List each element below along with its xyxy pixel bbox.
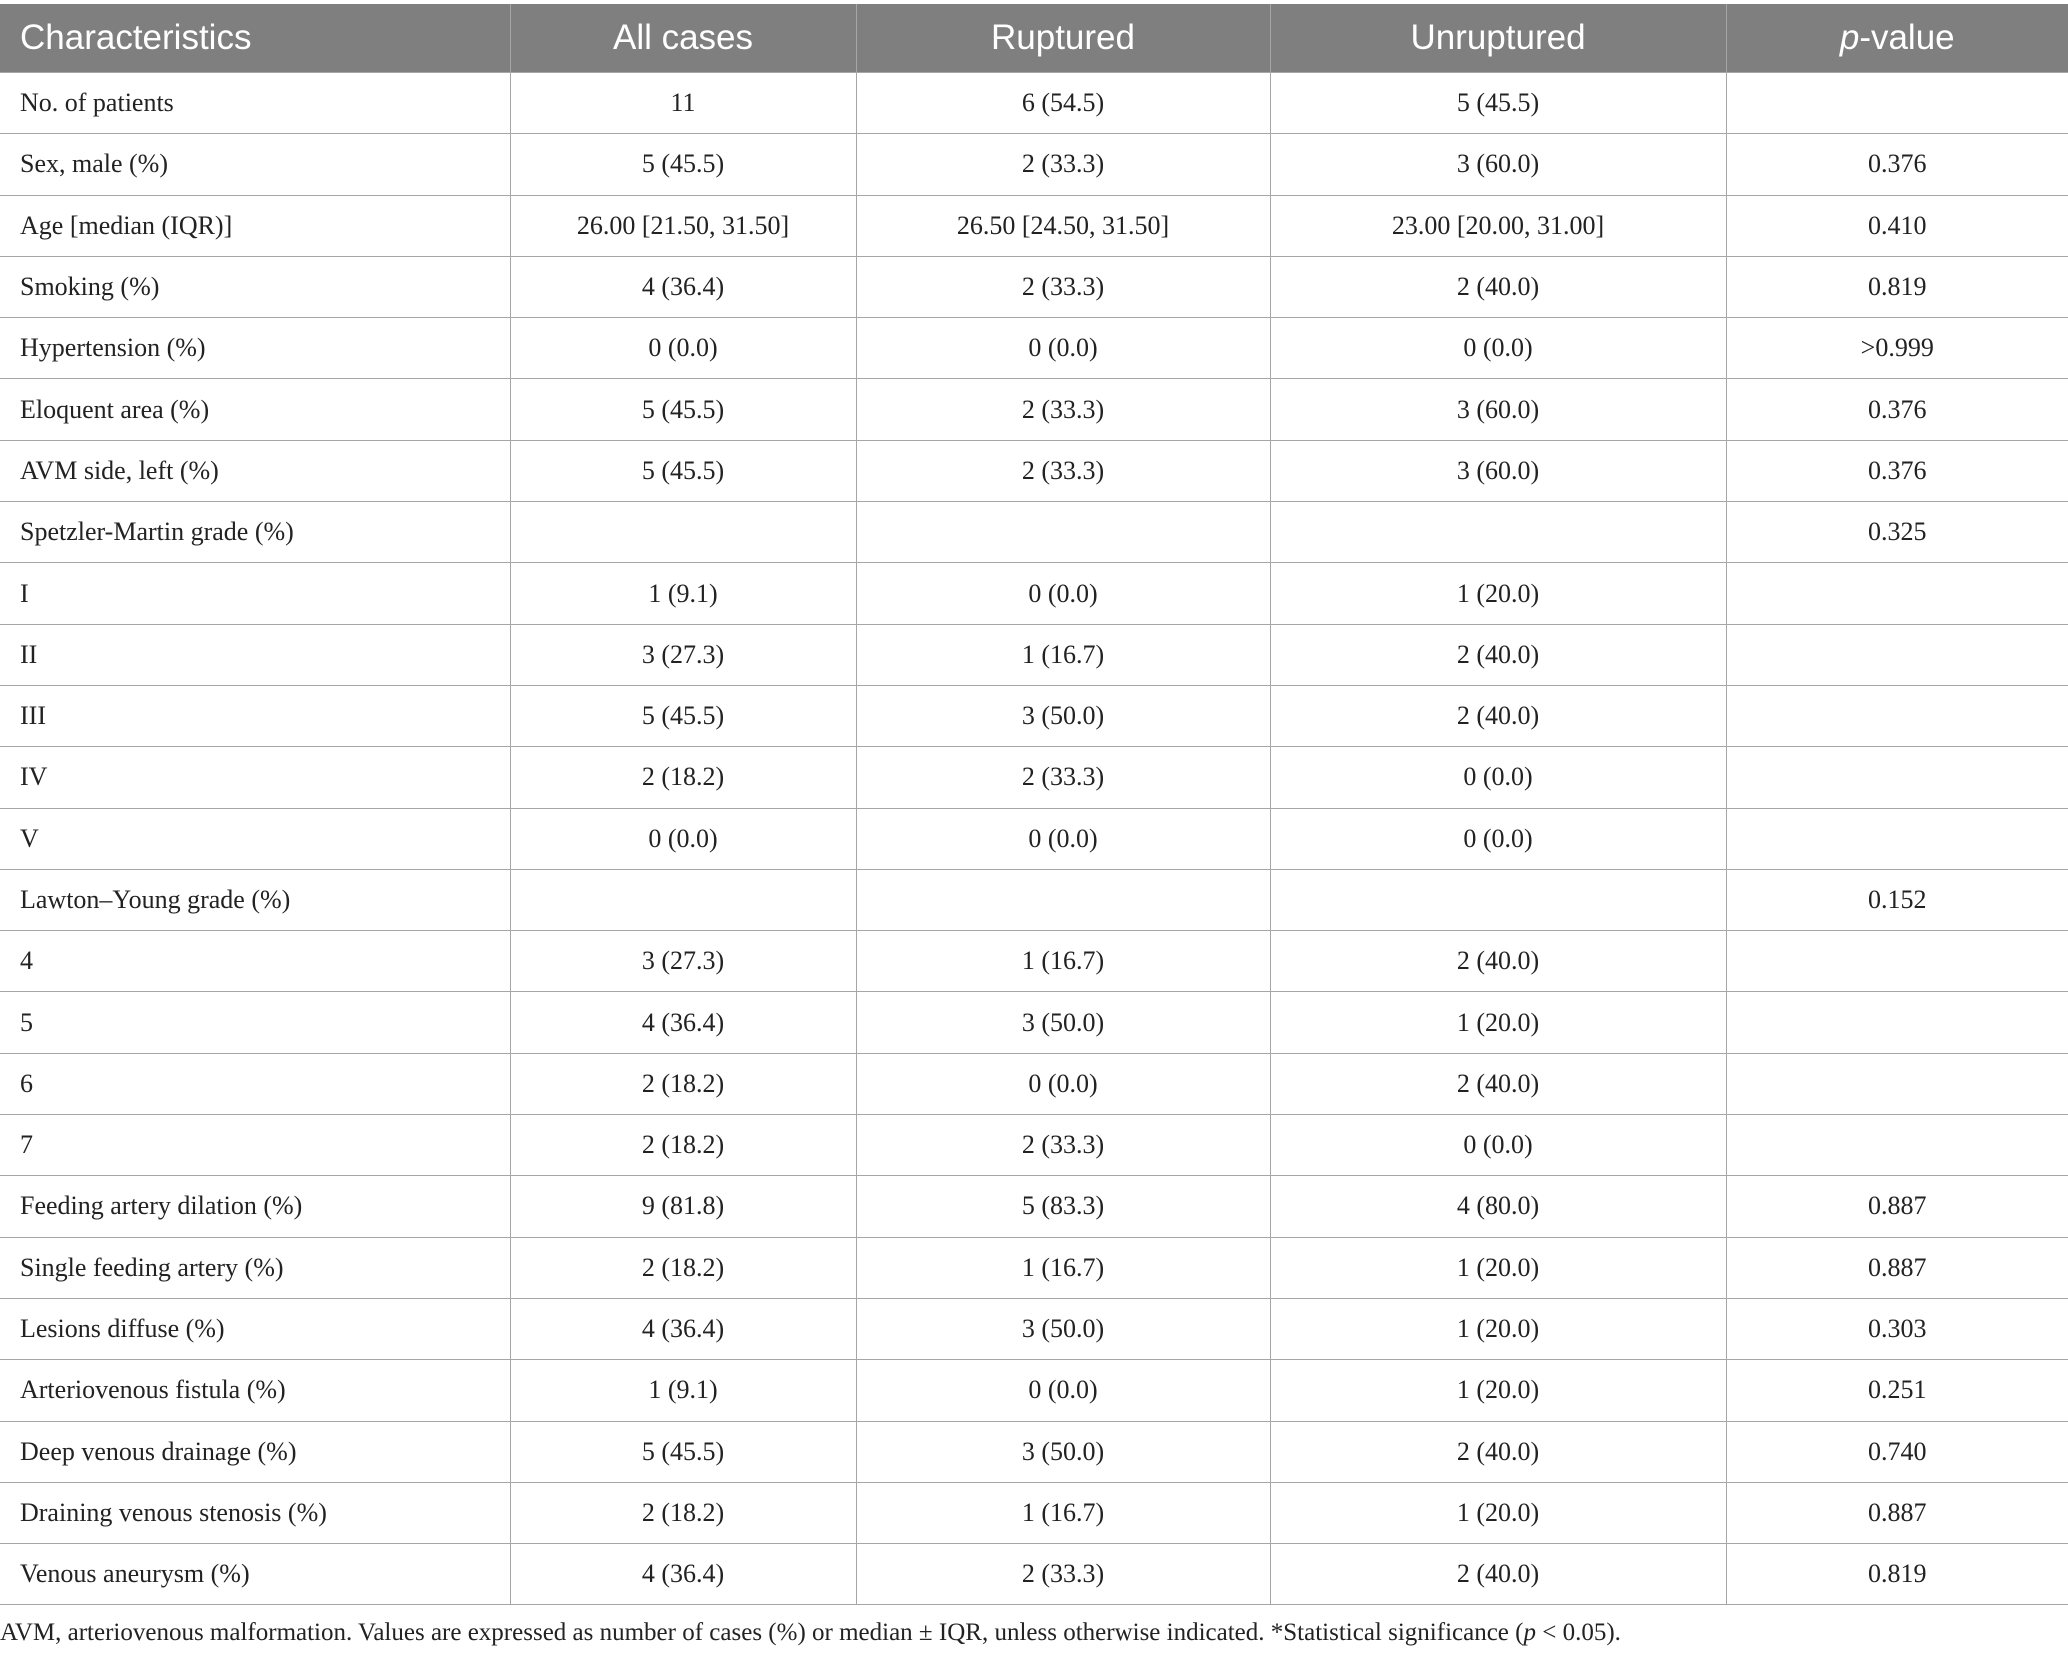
cell-ruptured: 3 (50.0) [856, 1298, 1270, 1359]
cell-p-value [1726, 747, 2068, 808]
cell-unruptured: 2 (40.0) [1270, 1544, 1726, 1605]
table-header [0, 4, 2068, 73]
table-body [0, 73, 2068, 1605]
cell-p-value [1726, 1115, 2068, 1176]
cell-all-cases: 5 (45.5) [510, 685, 856, 746]
cell-ruptured: 26.50 [24.50, 31.50] [856, 195, 1270, 256]
cell-all-cases: 5 (45.5) [510, 134, 856, 195]
cell-ruptured: 3 (50.0) [856, 992, 1270, 1053]
header-p-suffix: -value [1859, 18, 1955, 57]
cell-ruptured: 2 (33.3) [856, 134, 1270, 195]
cell-characteristic: 5 [0, 992, 510, 1053]
cell-all-cases: 3 (27.3) [510, 624, 856, 685]
header-all-cases: All cases [510, 4, 856, 73]
cell-ruptured: 2 (33.3) [856, 440, 1270, 501]
table-row [0, 808, 2068, 869]
cell-unruptured [1270, 869, 1726, 930]
cell-all-cases: 2 (18.2) [510, 1482, 856, 1543]
cell-p-value: 0.740 [1726, 1421, 2068, 1482]
cell-unruptured: 2 (40.0) [1270, 685, 1726, 746]
cell-characteristic: Spetzler-Martin grade (%) [0, 502, 510, 563]
cell-all-cases: 4 (36.4) [510, 992, 856, 1053]
cell-p-value [1726, 992, 2068, 1053]
table-row [0, 1360, 2068, 1421]
table-row [0, 134, 2068, 195]
cell-all-cases: 4 (36.4) [510, 1544, 856, 1605]
table-row [0, 440, 2068, 501]
cell-characteristic: III [0, 685, 510, 746]
cell-p-value [1726, 808, 2068, 869]
cell-ruptured: 2 (33.3) [856, 747, 1270, 808]
cell-unruptured [1270, 502, 1726, 563]
cell-all-cases [510, 502, 856, 563]
cell-p-value [1726, 73, 2068, 134]
footnote-text: AVM, arteriovenous malformation. Values are expressed as number of cases (%) or median ± IQR, unless otherwise indicated. *Statistical significance ( [0, 1619, 1524, 1646]
cell-characteristic: Eloquent area (%) [0, 379, 510, 440]
table-row [0, 992, 2068, 1053]
cell-all-cases: 0 (0.0) [510, 318, 856, 379]
cell-characteristic: No. of patients [0, 73, 510, 134]
cell-characteristic: Lawton–Young grade (%) [0, 869, 510, 930]
cell-p-value [1726, 1053, 2068, 1114]
cell-all-cases: 5 (45.5) [510, 379, 856, 440]
cell-characteristic: 6 [0, 1053, 510, 1114]
cell-characteristic: Arteriovenous fistula (%) [0, 1360, 510, 1421]
cell-all-cases: 1 (9.1) [510, 563, 856, 624]
table-row [0, 318, 2068, 379]
table-row [0, 931, 2068, 992]
header-row [0, 4, 2068, 73]
cell-p-value: 0.251 [1726, 1360, 2068, 1421]
cell-characteristic: 4 [0, 931, 510, 992]
cell-p-value [1726, 931, 2068, 992]
cell-characteristic: 7 [0, 1115, 510, 1176]
cell-unruptured: 2 (40.0) [1270, 1421, 1726, 1482]
table-row [0, 624, 2068, 685]
cell-characteristic: AVM side, left (%) [0, 440, 510, 501]
cell-characteristic: Sex, male (%) [0, 134, 510, 195]
cell-all-cases: 0 (0.0) [510, 808, 856, 869]
cell-ruptured: 6 (54.5) [856, 73, 1270, 134]
cell-all-cases: 4 (36.4) [510, 1298, 856, 1359]
cell-p-value: 0.819 [1726, 1544, 2068, 1605]
cell-unruptured: 23.00 [20.00, 31.00] [1270, 195, 1726, 256]
header-p-letter: p [1839, 18, 1860, 57]
cell-unruptured: 2 (40.0) [1270, 624, 1726, 685]
cell-all-cases: 2 (18.2) [510, 1237, 856, 1298]
cell-characteristic: Hypertension (%) [0, 318, 510, 379]
cell-all-cases: 2 (18.2) [510, 747, 856, 808]
header-p-value [1726, 4, 2068, 73]
cell-unruptured: 2 (40.0) [1270, 256, 1726, 317]
table-row [0, 1482, 2068, 1543]
cell-p-value: 0.325 [1726, 502, 2068, 563]
cell-unruptured: 0 (0.0) [1270, 1115, 1726, 1176]
cell-characteristic: V [0, 808, 510, 869]
cell-ruptured [856, 502, 1270, 563]
cell-unruptured: 4 (80.0) [1270, 1176, 1726, 1237]
cell-all-cases [510, 869, 856, 930]
table-row [0, 73, 2068, 134]
cell-ruptured: 2 (33.3) [856, 379, 1270, 440]
cell-unruptured: 0 (0.0) [1270, 808, 1726, 869]
cell-ruptured: 3 (50.0) [856, 685, 1270, 746]
cell-ruptured: 0 (0.0) [856, 318, 1270, 379]
cell-characteristic: IV [0, 747, 510, 808]
cell-unruptured: 1 (20.0) [1270, 1298, 1726, 1359]
cell-unruptured: 3 (60.0) [1270, 134, 1726, 195]
table-row [0, 1544, 2068, 1605]
cell-p-value: 0.376 [1726, 379, 2068, 440]
cell-characteristic: Venous aneurysm (%) [0, 1544, 510, 1605]
cell-p-value: 0.887 [1726, 1482, 2068, 1543]
cell-ruptured: 1 (16.7) [856, 931, 1270, 992]
table-row [0, 1421, 2068, 1482]
table-row [0, 869, 2068, 930]
cell-ruptured: 1 (16.7) [856, 1237, 1270, 1298]
cell-unruptured: 3 (60.0) [1270, 440, 1726, 501]
footnote-text-end: < 0.05). [1535, 1619, 1621, 1646]
cell-all-cases: 2 (18.2) [510, 1115, 856, 1176]
table-footnote [0, 1619, 1621, 1647]
cell-ruptured: 0 (0.0) [856, 563, 1270, 624]
header-unruptured: Unruptured [1270, 4, 1726, 73]
table-row [0, 1237, 2068, 1298]
cell-all-cases: 5 (45.5) [510, 440, 856, 501]
cell-unruptured: 1 (20.0) [1270, 1237, 1726, 1298]
cell-ruptured [856, 869, 1270, 930]
cell-p-value: 0.303 [1726, 1298, 2068, 1359]
cell-all-cases: 26.00 [21.50, 31.50] [510, 195, 856, 256]
cell-ruptured: 2 (33.3) [856, 256, 1270, 317]
cell-unruptured: 0 (0.0) [1270, 747, 1726, 808]
cell-all-cases: 4 (36.4) [510, 256, 856, 317]
cell-p-value [1726, 624, 2068, 685]
cell-characteristic: Feeding artery dilation (%) [0, 1176, 510, 1237]
cell-p-value: >0.999 [1726, 318, 2068, 379]
cell-unruptured: 1 (20.0) [1270, 1360, 1726, 1421]
cell-unruptured: 1 (20.0) [1270, 992, 1726, 1053]
cell-ruptured: 2 (33.3) [856, 1115, 1270, 1176]
cell-characteristic: Draining venous stenosis (%) [0, 1482, 510, 1543]
cell-unruptured: 1 (20.0) [1270, 1482, 1726, 1543]
table-row [0, 685, 2068, 746]
cell-ruptured: 3 (50.0) [856, 1421, 1270, 1482]
cell-p-value: 0.376 [1726, 440, 2068, 501]
footnote-p-italic: p [1523, 1619, 1536, 1646]
cell-characteristic: II [0, 624, 510, 685]
cell-characteristic: Age [median (IQR)] [0, 195, 510, 256]
cell-ruptured: 1 (16.7) [856, 624, 1270, 685]
cell-all-cases: 11 [510, 73, 856, 134]
cell-characteristic: Lesions diffuse (%) [0, 1298, 510, 1359]
cell-characteristic: Smoking (%) [0, 256, 510, 317]
cell-unruptured: 2 (40.0) [1270, 1053, 1726, 1114]
cell-p-value: 0.887 [1726, 1237, 2068, 1298]
table-row [0, 1115, 2068, 1176]
cell-ruptured: 0 (0.0) [856, 808, 1270, 869]
cell-ruptured: 2 (33.3) [856, 1544, 1270, 1605]
cell-all-cases: 9 (81.8) [510, 1176, 856, 1237]
cell-characteristic: I [0, 563, 510, 624]
cell-ruptured: 0 (0.0) [856, 1053, 1270, 1114]
cell-p-value: 0.376 [1726, 134, 2068, 195]
cell-unruptured: 2 (40.0) [1270, 931, 1726, 992]
header-ruptured: Ruptured [856, 4, 1270, 73]
cell-p-value [1726, 563, 2068, 624]
table-row [0, 1298, 2068, 1359]
cell-all-cases: 5 (45.5) [510, 1421, 856, 1482]
table-row [0, 563, 2068, 624]
header-characteristics: Characteristics [0, 4, 510, 73]
cell-p-value [1726, 685, 2068, 746]
table-row [0, 1053, 2068, 1114]
table-row [0, 379, 2068, 440]
cell-p-value: 0.410 [1726, 195, 2068, 256]
cell-unruptured: 1 (20.0) [1270, 563, 1726, 624]
cell-ruptured: 1 (16.7) [856, 1482, 1270, 1543]
characteristics-table [0, 4, 2068, 1605]
cell-p-value: 0.819 [1726, 256, 2068, 317]
cell-p-value: 0.152 [1726, 869, 2068, 930]
cell-p-value: 0.887 [1726, 1176, 2068, 1237]
table-row [0, 747, 2068, 808]
table-row [0, 256, 2068, 317]
table-row [0, 195, 2068, 256]
cell-characteristic: Deep venous drainage (%) [0, 1421, 510, 1482]
cell-ruptured: 0 (0.0) [856, 1360, 1270, 1421]
cell-unruptured: 3 (60.0) [1270, 379, 1726, 440]
cell-unruptured: 0 (0.0) [1270, 318, 1726, 379]
table-row [0, 502, 2068, 563]
cell-unruptured: 5 (45.5) [1270, 73, 1726, 134]
cell-all-cases: 2 (18.2) [510, 1053, 856, 1114]
cell-characteristic: Single feeding artery (%) [0, 1237, 510, 1298]
table-row [0, 1176, 2068, 1237]
cell-ruptured: 5 (83.3) [856, 1176, 1270, 1237]
cell-all-cases: 1 (9.1) [510, 1360, 856, 1421]
cell-all-cases: 3 (27.3) [510, 931, 856, 992]
